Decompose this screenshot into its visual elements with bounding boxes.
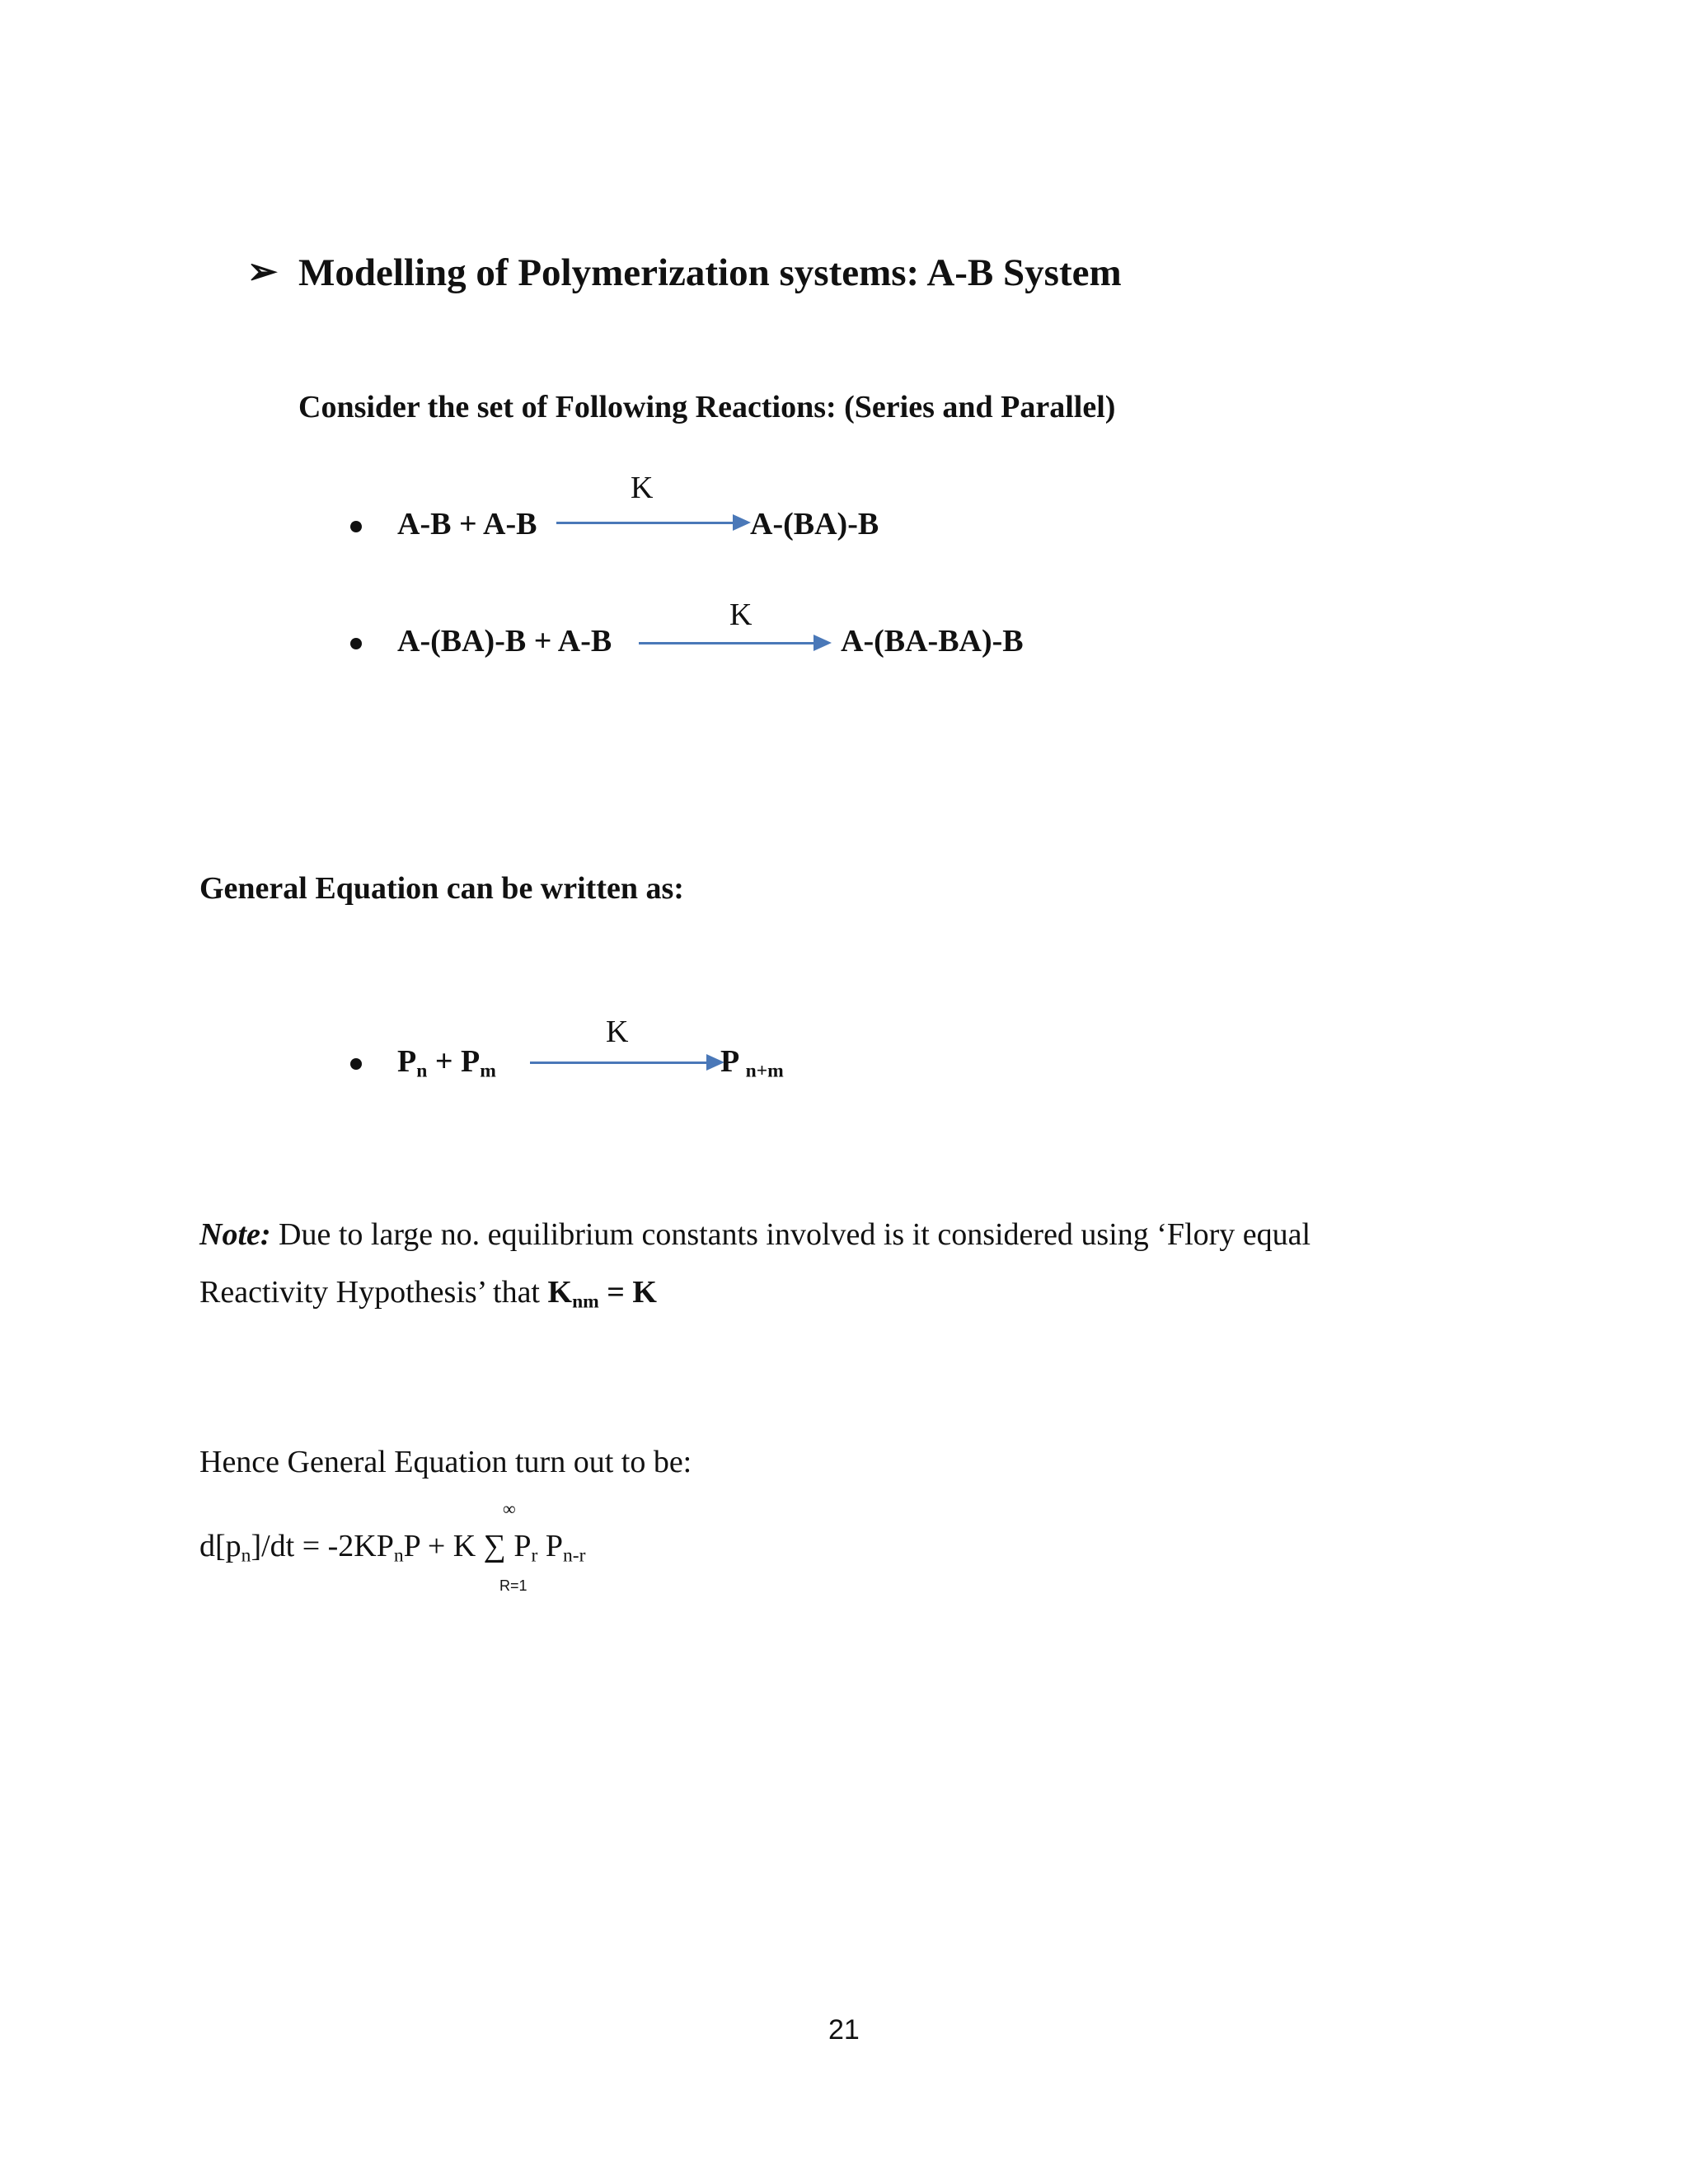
reaction-2-lhs: A-(BA)-B + A-B: [397, 624, 612, 658]
reaction-1-arrow: [556, 522, 748, 524]
sum-lower-limit: R=1: [499, 1577, 528, 1594]
reaction-2-arrow: [639, 642, 828, 644]
note-line-2: Reactivity Hypothesis’ that $K_{nm} = K$: [199, 1275, 657, 1313]
general-reaction-rhs: P $_{n+m}$: [720, 1044, 784, 1082]
reaction-2-k: K: [729, 598, 753, 632]
intro-text: Consider the set of Following Reactions: (Series and Parallel): [298, 390, 1116, 424]
reaction-1-lhs: A-B + A-B: [397, 507, 537, 541]
hence-text: Hence General Equation turn out to be:: [199, 1445, 692, 1479]
bullet-1: [350, 521, 362, 532]
reaction-2-rhs: A-(BA-BA)-B: [841, 624, 1024, 658]
sum-upper-limit: ∞: [503, 1498, 516, 1519]
note-line-1: Note: Due to large no. equilibrium constants involved is it considered using ‘Flory equal: [199, 1217, 1311, 1252]
bullet-3: [350, 1058, 362, 1070]
general-reaction-k: K: [606, 1015, 629, 1049]
page-number: 21: [828, 2014, 860, 2046]
general-reaction-lhs: $P_n + P_m$: [397, 1044, 496, 1082]
heading-marker: ➢: [247, 251, 278, 292]
page-title: Modelling of Polymerization systems: A-B System: [298, 251, 1122, 294]
general-equation-label: General Equation can be written as:: [199, 871, 684, 906]
reaction-1-rhs: A-(BA)-B: [750, 507, 879, 541]
bullet-2: [350, 638, 362, 649]
rate-equation: $d[p_n]/dt = -2KP_nP + K$ ∑ $P_r$ $P_{n-r}$: [199, 1529, 586, 1567]
reaction-1-k: K: [631, 471, 654, 505]
general-reaction-arrow: [530, 1062, 721, 1064]
